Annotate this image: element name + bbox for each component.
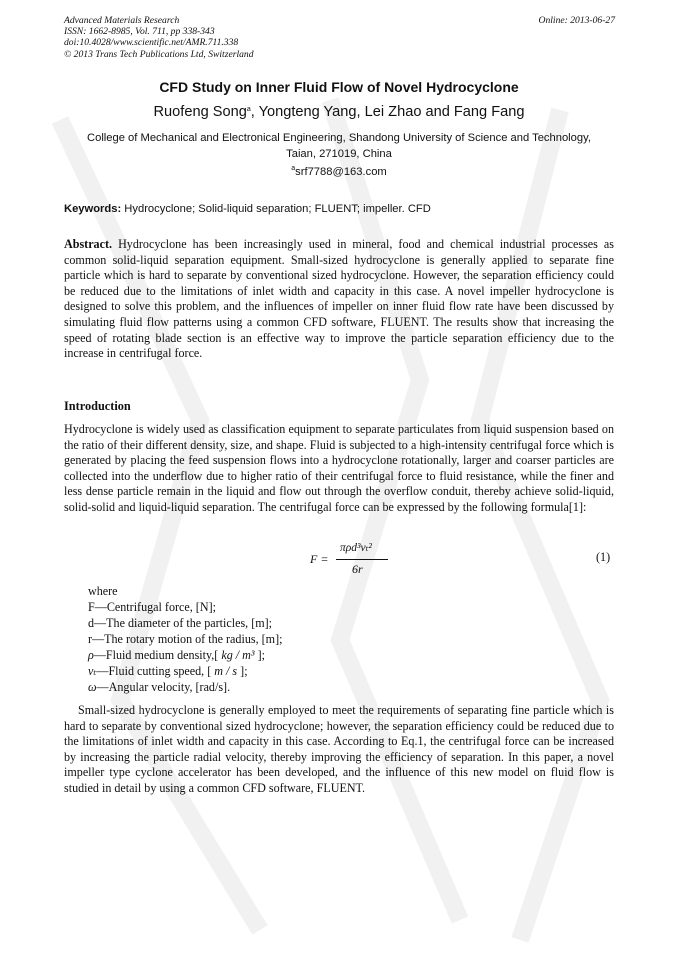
author-first: Ruofeng Song — [153, 104, 247, 120]
omega-symbol: ω — [88, 680, 97, 694]
journal-name: Advanced Materials Research — [64, 15, 180, 26]
cutting-speed-text: —Fluid cutting speed, [ — [96, 664, 212, 678]
paper-title: CFD Study on Inner Fluid Flow of Novel Hydrocyclone — [159, 79, 519, 95]
email-address: srf7788@163.com — [295, 166, 387, 178]
definition-density — [88, 647, 282, 663]
rho-symbol: ρ — [88, 648, 94, 662]
keywords — [64, 203, 431, 215]
equation-denominator: 6r — [352, 562, 363, 576]
affiliation: College of Mechanical and Electronical Engineering, Shandong University of Science and Technology, Taian, 271019, China — [87, 132, 591, 160]
journal-copyright: © 2013 Trans Tech Publications Ltd, Switzerland — [64, 48, 254, 60]
vt-symbol: vₜ — [88, 664, 97, 678]
equation-number: (1) — [596, 550, 611, 564]
abstract-text: Hydrocyclone has been increasingly used in mineral, food and chemical industrial processes as common solid-liquid separation equipment. Small-sized hydrocyclone is generally applied to separate fine particle which is hard to separate by conventional sized hydrocyclone. However, the separation efficiency could be reduced due to the limitations of inlet width and capacity in this case. A novel impeller hydrocyclone is designed to solve this problem, and the influences of impeller on inner fluid flow rate have been discussed by simulating fluid flow patterns using a common CFD software, FLUENT. The results show that increasing the speed of rotating blade section is an effective way to improve the particle separation efficiency due to the increase in centrifugal force. — [64, 237, 614, 361]
density-unit: kg / m³ — [221, 648, 255, 662]
angular-velocity-text: —Angular velocity, [rad/s]. — [96, 680, 231, 694]
introduction-paragraph-2: Small-sized hydrocyclone is generally employed to meet the requirements of separating fine particle which is hard to separate by conventional sized hydrocyclone; however, the separation efficiency could be reduced due to the limitations of inlet width and capacity in this case. According to Eq.1, the centrifugal force can be increased by increasing the particle radial velocity, thereby improving the efficiency of separation. In this paper, a novel impeller type cyclone accelerator has been developed, and the influence of this new model on fluid flow is studied in detail by using a common CFD software, FLUENT. — [64, 703, 614, 795]
journal-header — [64, 15, 254, 60]
journal-doi: doi:10.4028/www.scientific.net/AMR.711.338 — [64, 37, 239, 49]
section-heading-introduction: Introduction — [64, 399, 131, 413]
cutting-speed-unit: m / s — [214, 664, 238, 678]
definition-radius: r—The rotary motion of the radius, [m]; — [88, 632, 283, 646]
email-affil-mark: a — [291, 165, 296, 172]
definition-force: F—Centrifugal force, [N]; — [88, 600, 216, 614]
author-list — [0, 104, 678, 120]
online-date: Online: 2013-06-27 — [538, 15, 615, 26]
abstract — [64, 237, 614, 362]
fraction-bar — [336, 559, 388, 560]
definition-cutting-speed — [88, 663, 282, 679]
cutting-speed-end: ]; — [240, 664, 248, 678]
symbol-definitions — [88, 583, 282, 695]
keywords-label: Keywords: — [64, 203, 122, 215]
density-end: ]; — [257, 648, 265, 662]
author-affil-mark: a — [246, 106, 251, 113]
density-text: —Fluid medium density,[ — [93, 648, 219, 662]
equation-lhs: F = — [310, 552, 329, 566]
equation-numerator: πρd³vₜ² — [340, 542, 372, 554]
definition-angular-velocity — [88, 679, 282, 695]
author-rest: , Yongteng Yang, Lei Zhao and Fang Fang — [250, 104, 525, 120]
introduction-paragraph-1: Hydrocyclone is widely used as classification equipment to separate particulates from liquid suspension based on the ratio of their different density, size, and shape. Fluid is subjected to a high-intensity centrifugal force which is generated by placing the feed suspension flows into a hydrocyclone rotationally, larger and coarser particles are collected into the underflow due to higher ratio of their centrifugal force to fluid resistance, while the finer and less dense particle remain in the liquid and flow out through the overflow conduit, thereby achieve solid-liquid, solid-solid and liquid-liquid separation. The centrifugal force can be expressed by the following formula[1]: — [64, 422, 614, 514]
equation-1 — [310, 540, 400, 580]
keywords-text: Hydrocyclone; Solid-liquid separation; FLUENT; impeller. CFD — [121, 203, 431, 215]
where-label: where — [88, 584, 118, 598]
abstract-label: Abstract. — [64, 237, 113, 251]
journal-issn: ISSN: 1662-8985, Vol. 711, pp 338-343 — [64, 26, 215, 38]
definition-diameter: d—The diameter of the particles, [m]; — [88, 616, 273, 630]
author-email — [0, 166, 678, 178]
